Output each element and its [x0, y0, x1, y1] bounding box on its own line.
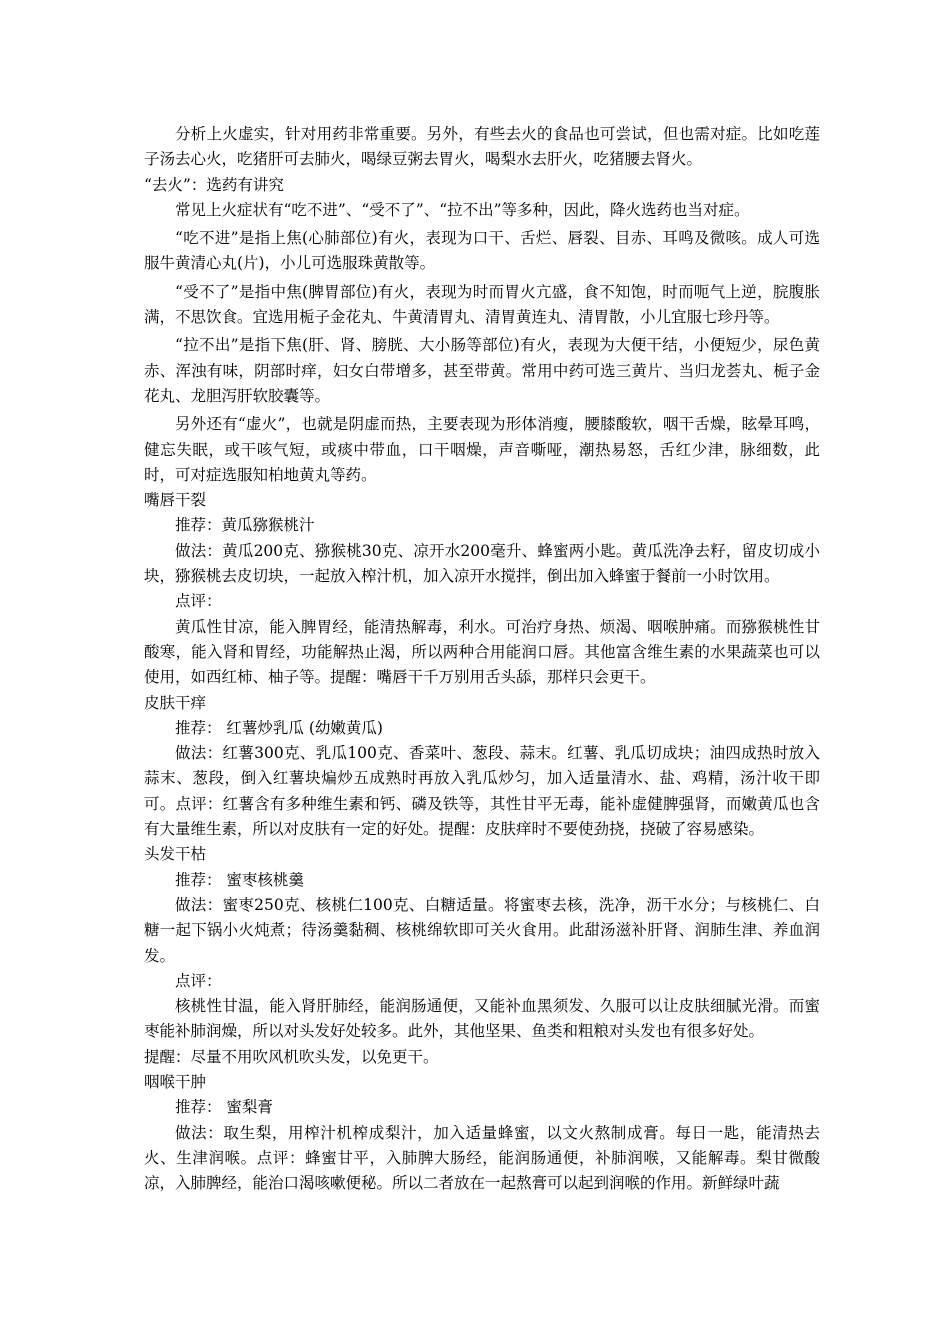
- document-body: [144, 122, 820, 1196]
- paragraph: “拉不出”是指下焦(肝、肾、膀胱、大小肠等部位)有火，表现为大便干结，小便短少，尿色黄赤、浑浊有味，阴部时痒，妇女白带增多，甚至带黄。常用中药可选三黄片、当归龙荟丸、栀子金花丸、龙胆泻肝软胶囊等。: [144, 336, 820, 405]
- section-heading-throat: 咽喉干肿: [144, 1072, 207, 1091]
- section-heading-hair: 头发干枯: [144, 845, 207, 864]
- method-paragraph: 做法：黄瓜200克、猕猴桃30克、凉开水200毫升、蜂蜜两小匙。黄瓜洗净去籽，留皮切成小块，猕猴桃去皮切块，一起放入榨汁机，加入凉开水搅拌，倒出加入蜂蜜于餐前一小时饮用。: [144, 541, 820, 586]
- method-paragraph: 做法：红薯300克、乳瓜100克、香菜叶、葱段、蒜末。红薯、乳瓜切成块；油四成热时放入蒜末、葱段，倒入红薯块煸炒五成熟时再放入乳瓜炒匀，加入适量清水、盐、鸡精，汤汁收干即可。点评：红薯含有多种维生素和钙、磷及铁等，其性甘平无毒，能补虚健脾强肾，而嫩黄瓜也含有大量维生素，所以对皮肤有一定的好处。提醒：皮肤痒时不要使劲挠，挠破了容易感染。: [144, 744, 820, 839]
- recommendation: 推荐： 蜜梨膏: [175, 1098, 273, 1117]
- paragraph: “吃不进”是指上焦(心肺部位)有火，表现为口干、舌烂、唇裂、目赤、耳鸣及微咳。成人可选服牛黄清心丸(片)，小儿可选服珠黄散等。: [144, 229, 820, 273]
- comment-paragraph: 黄瓜性甘凉，能入脾胃经，能清热解毒，利水。可治疗身热、烦渴、咽喉肿痛。而猕猴桃性甘酸寒，能入肾和胃经，功能解热止渴，所以两种合用能润口唇。其他富含维生素的水果蔬菜也可以使用，如西红柿、柚子等。提醒：嘴唇干千万别用舌头舔，那样只会更干。: [144, 617, 820, 687]
- recommendation: 推荐： 红薯炒乳瓜 (幼嫩黄瓜): [175, 718, 383, 737]
- paragraph: “受不了”是指中焦(脾胃部位)有火，表现为时而胃火亢盛，食不知饱，时而呃气上逆，脘腹胀满，不思饮食。宜选用栀子金花丸、牛黄清胃丸、清胃黄连丸、清胃散，小儿宜服七珍丹等。: [144, 282, 820, 327]
- method-paragraph: 做法：取生梨，用榨汁机榨成梨汁，加入适量蜂蜜，以文火熬制成膏。每日一匙，能清热去火、生津润喉。点评：蜂蜜甘平，入肺脾大肠经，能润肠通便，补肺润喉，又能解毒。梨甘微酸凉，入肺脾经，能治口渴咳嗽便秘。所以二者放在一起熬膏可以起到润喉的作用。新鲜绿叶蔬: [144, 1123, 820, 1193]
- paragraph-intro: 分析上火虚实，针对用药非常重要。另外，有些去火的食品也可尝试，但也需对症。比如吃莲子汤去心火，吃猪肝可去肺火，喝绿豆粥去胃火，喝梨水去肝火，吃猪腰去肾火。: [144, 125, 820, 169]
- comment-paragraph: 核桃性甘温，能入肾肝肺经，能润肠通便，又能补血黑须发、久服可以让皮肤细腻光滑。而蜜枣能补肺润燥，所以对头发好处较多。此外，其他坚果、鱼类和粗粮对头发也有很多好处。: [144, 997, 820, 1041]
- section-heading-quhuo: “去火”：选药有讲究: [144, 175, 284, 194]
- method-paragraph: 做法：蜜枣250克、核桃仁100克、白糖适量。将蜜枣去核，洗净，沥干水分；与核桃仁、白糖一起下锅小火炖煮；待汤羹黏稠、核桃绵软即可关火食用。此甜汤滋补肝肾、润肺生津、养血润发。: [144, 895, 820, 965]
- comment-label: 点评：: [175, 971, 222, 990]
- paragraph: 另外还有“虚火”，也就是阴虚而热，主要表现为形体消瘦，腰膝酸软，咽干舌燥，眩晕耳鸣，健忘失眠，或干咳气短，或痰中带血，口干咽燥，声音嘶哑，潮热易怒，舌红少津，脉细数，此时，可对症选服知柏地黄丸等药。: [144, 415, 820, 484]
- section-heading-lips: 嘴唇干裂: [144, 491, 207, 510]
- section-heading-skin: 皮肤干痒: [144, 693, 207, 712]
- recommendation: 推荐： 蜜枣核桃羹: [175, 870, 304, 889]
- paragraph: 常见上火症状有“吃不进”、“受不了”、“拉不出”等多种，因此，降火选药也当对症。: [175, 200, 750, 219]
- reminder-line: 提醒：尽量不用吹风机吹头发，以免更干。: [144, 1047, 439, 1066]
- comment-label: 点评：: [175, 592, 222, 611]
- recommendation: 推荐：黄瓜猕猴桃汁: [175, 516, 315, 535]
